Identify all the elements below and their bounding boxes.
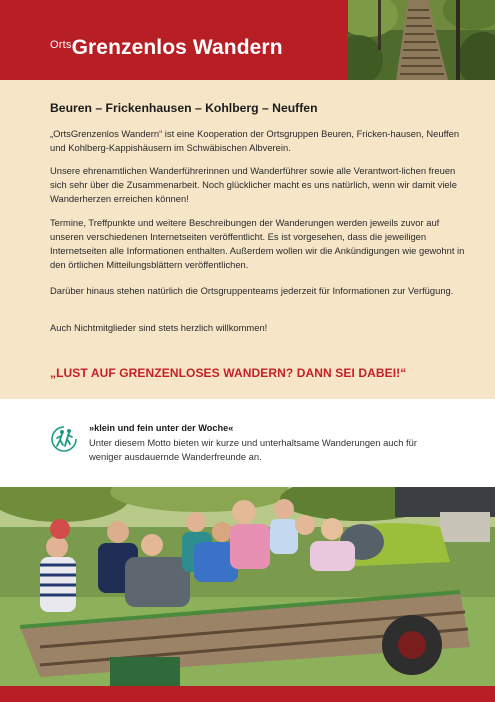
motto-title: »klein und fein unter der Woche« — [89, 423, 234, 433]
children-on-hay-wagon-photo — [0, 487, 495, 686]
brand-main: Grenzenlos Wandern — [71, 36, 283, 59]
forest-stairs-illustration — [348, 0, 495, 80]
intro-paragraph: Auch Nichtmitglieder sind stets herzlich willkommen! — [50, 322, 268, 333]
intro-paragraph: Darüber hinaus stehen natürlich die Ortsgruppenteams jederzeit für Informationen zur Verfügung. — [50, 285, 454, 296]
header-banner — [0, 0, 495, 80]
slogan-text: „LUST AUF GRENZENLOSES WANDERN? DANN SEI DABEI!“ — [50, 366, 407, 380]
intro-paragraph: Termine, Treffpunkte und weitere Beschreibungen der Wanderungen werden jeweils zuvor auf unseren verschiedenen Internetseiten veröffentlicht. Es ist vorgesehen, dass die jeweiligen Internetseiten alle Informationen enthalten. Außerdem wollen wir die Ankündigungen wie gewohnt in den örtlichen Mitteilungsblättern veröffentlichen. — [50, 217, 465, 270]
motto-description: Unter diesem Motto bieten wir kurze und unterhaltsame Wanderungen auch für weniger ausdauernde Wanderfreunde an. — [89, 437, 417, 462]
intro-paragraph: „OrtsGrenzenlos Wandern“ ist eine Kooperation der Ortsgruppen Beuren, Fricken-hausen, Neuffen und Kohlberg-Kappishäusern im Schwäbischen Albverein. — [50, 128, 460, 153]
hikers-logo-icon — [50, 425, 78, 453]
footer-bar — [0, 686, 495, 702]
forest-stairs-photo — [348, 0, 495, 80]
intro-paragraph: Unsere ehrenamtlichen Wanderführerinnen und Wanderführer sowie alle Verantwort-lichen freuen sich sehr über die Zusammenarbeit. Noch glücklicher macht es uns natürlich, wenn wir damit viele Wanderherzen erreichen können! — [50, 165, 457, 204]
locations-subtitle: Beuren – Frickenhausen – Kohlberg – Neuffen — [50, 101, 318, 115]
brand-prefix: Orts — [50, 39, 72, 51]
brand-title — [50, 36, 283, 60]
children-wagon-illustration — [0, 487, 495, 686]
